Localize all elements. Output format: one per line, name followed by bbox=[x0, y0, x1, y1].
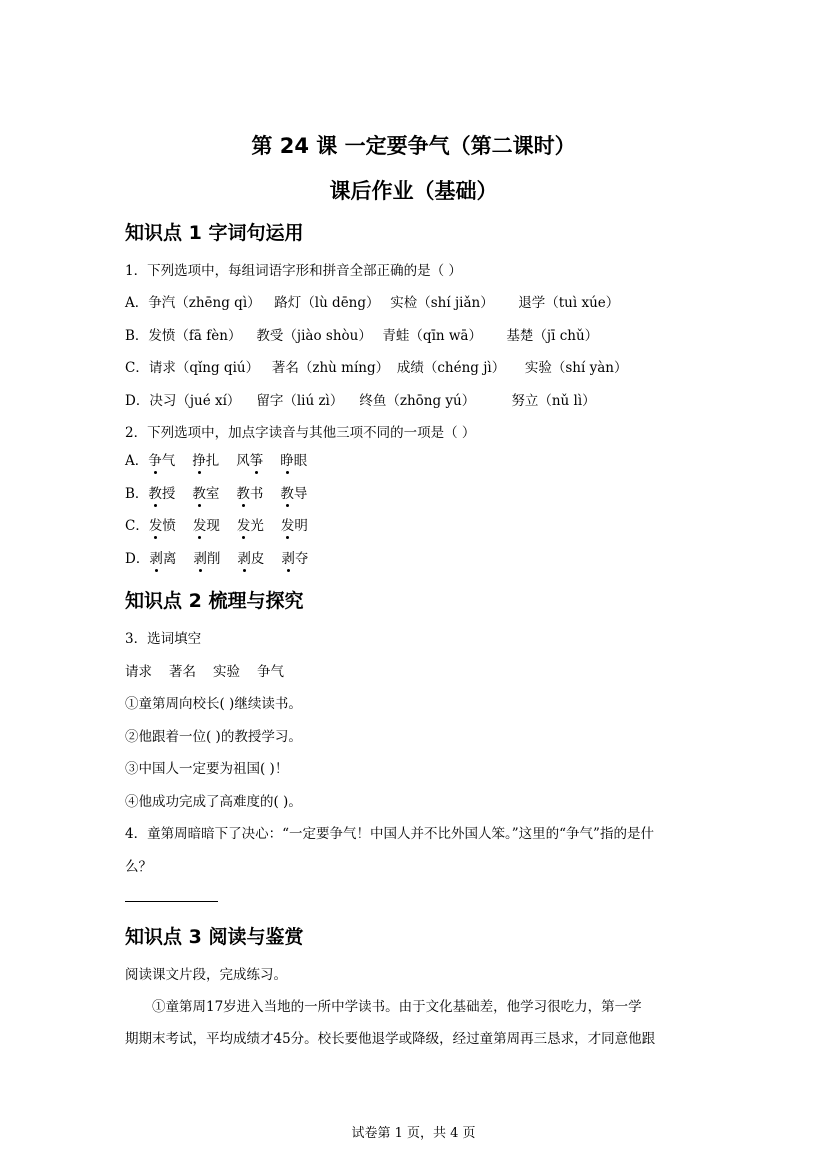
option-word: 剥夺 bbox=[281, 547, 308, 567]
question-2-stem: 2．下列选项中，加点字读音与其他三项不同的一项是（ ） bbox=[125, 425, 476, 441]
question-2-option-c bbox=[125, 514, 308, 534]
option-item: 青蛙（qīn wā） bbox=[382, 328, 482, 344]
option-item: 发愤（fā fèn） bbox=[148, 328, 242, 344]
option-item: 决习（jué xí） bbox=[149, 393, 241, 409]
dotted-char: 发 bbox=[193, 514, 207, 534]
option-word: 发现 bbox=[193, 514, 237, 534]
option-label: B． bbox=[125, 486, 149, 502]
option-word: 发愤 bbox=[149, 514, 193, 534]
dotted-char: 剥 bbox=[193, 547, 207, 567]
option-item: 退学（tuì xúe） bbox=[518, 295, 620, 311]
option-word: 教授 bbox=[148, 482, 192, 502]
section-heading-1: 知识点 1 字词句运用 bbox=[125, 222, 304, 244]
answer-blank-line bbox=[125, 901, 218, 902]
page-subtitle: 课后作业（基础） bbox=[329, 179, 498, 203]
option-label: D． bbox=[125, 393, 150, 409]
option-label: A． bbox=[125, 453, 149, 469]
option-item: 努立（nǔ lì） bbox=[511, 393, 596, 409]
option-word: 挣扎 bbox=[192, 449, 236, 469]
question-1-option-c bbox=[125, 356, 627, 376]
reading-passage-line-1: ①童第周17岁进入当地的一所中学读书。由于文化基础差，他学习很吃力，第一学 bbox=[152, 999, 642, 1015]
option-item: 实检（shí jiǎn） bbox=[390, 295, 494, 311]
section-heading-2: 知识点 2 梳理与探究 bbox=[125, 590, 304, 612]
question-3-word-bank bbox=[125, 660, 284, 680]
dotted-char: 剥 bbox=[281, 547, 295, 567]
word-bank-item: 著名 bbox=[169, 664, 196, 680]
option-label: C． bbox=[125, 518, 149, 534]
option-item: 请求（qǐng qiú） bbox=[148, 360, 260, 376]
option-word: 发明 bbox=[281, 514, 308, 534]
question-1-option-a bbox=[125, 291, 619, 311]
dotted-char: 教 bbox=[148, 482, 162, 502]
dotted-char: 挣 bbox=[192, 449, 206, 469]
option-item: 教受（jiào shòu） bbox=[256, 328, 372, 344]
option-item: 争汽（zhēng qì） bbox=[148, 295, 261, 311]
option-label: B． bbox=[125, 328, 149, 344]
question-3-item: ①童第周向校长( )继续读书。 bbox=[125, 696, 302, 712]
option-item: 路灯（lù dēng） bbox=[274, 295, 380, 311]
dotted-char: 发 bbox=[281, 514, 295, 534]
question-2-option-a bbox=[125, 449, 307, 469]
page-footer: 试卷第 1 页，共 4 页 bbox=[351, 1126, 476, 1141]
option-word: 发光 bbox=[237, 514, 281, 534]
word-bank-item: 请求 bbox=[125, 664, 152, 680]
question-2-option-d bbox=[125, 547, 308, 567]
page-title: 第 24 课 一定要争气（第二课时） bbox=[251, 134, 576, 158]
option-word: 争气 bbox=[148, 449, 192, 469]
question-2-option-b bbox=[125, 482, 307, 502]
dotted-char: 筝 bbox=[250, 449, 264, 469]
question-3-item: ③中国人一定要为祖国( )！ bbox=[125, 761, 289, 777]
option-word: 风筝 bbox=[236, 449, 280, 469]
question-1-option-d bbox=[125, 389, 596, 409]
option-word: 剥离 bbox=[149, 547, 193, 567]
reading-instruction: 阅读课文片段，完成练习。 bbox=[125, 967, 287, 983]
option-item: 成绩（chéng jì） bbox=[396, 360, 506, 376]
dotted-char: 剥 bbox=[237, 547, 251, 567]
dotted-char: 发 bbox=[237, 514, 251, 534]
option-word: 教室 bbox=[192, 482, 236, 502]
word-bank-item: 争气 bbox=[257, 664, 284, 680]
option-word: 睁眼 bbox=[280, 449, 307, 469]
dotted-char: 剥 bbox=[149, 547, 163, 567]
option-label: A． bbox=[125, 295, 149, 311]
reading-passage-line-2: 期期末考试，平均成绩才45分。校长要他退学或降级，经过童第周再三恳求，才同意他跟 bbox=[125, 1031, 656, 1047]
option-word: 教导 bbox=[280, 482, 307, 502]
question-4-stem: 4．童第周暗暗下了决心：“一定要争气！中国人并不比外国人笨。”这里的“争气”指的是什 bbox=[125, 826, 654, 842]
option-word: 教书 bbox=[236, 482, 280, 502]
option-item: 基楚（jī chǔ） bbox=[506, 328, 599, 344]
dotted-char: 争 bbox=[148, 449, 162, 469]
option-label: D． bbox=[125, 551, 150, 567]
question-1-stem: 1．下列选项中，每组词语字形和拼音全部正确的是（ ） bbox=[125, 263, 462, 279]
option-item: 留字（liú zì） bbox=[256, 393, 344, 409]
word-bank-item: 实验 bbox=[213, 664, 240, 680]
question-3-item: ④他成功完成了高难度的( )。 bbox=[125, 794, 302, 810]
question-1-option-b bbox=[125, 324, 598, 344]
dotted-char: 教 bbox=[192, 482, 206, 502]
option-item: 实验（shí yàn） bbox=[524, 360, 628, 376]
option-word: 剥削 bbox=[193, 547, 237, 567]
question-4-stem-continued: 么？ bbox=[125, 859, 152, 875]
dotted-char: 睁 bbox=[280, 449, 294, 469]
dotted-char: 教 bbox=[236, 482, 250, 502]
option-word: 剥皮 bbox=[237, 547, 281, 567]
question-3-stem: 3．选词填空 bbox=[125, 631, 202, 647]
question-3-item: ②他跟着一位( )的教授学习。 bbox=[125, 729, 302, 745]
option-label: C． bbox=[125, 360, 149, 376]
section-heading-3: 知识点 3 阅读与鉴赏 bbox=[125, 926, 304, 948]
dotted-char: 发 bbox=[149, 514, 163, 534]
option-item: 著名（zhù míng） bbox=[271, 360, 390, 376]
option-item: 终鱼（zhōng yú） bbox=[359, 393, 476, 409]
dotted-char: 教 bbox=[280, 482, 294, 502]
